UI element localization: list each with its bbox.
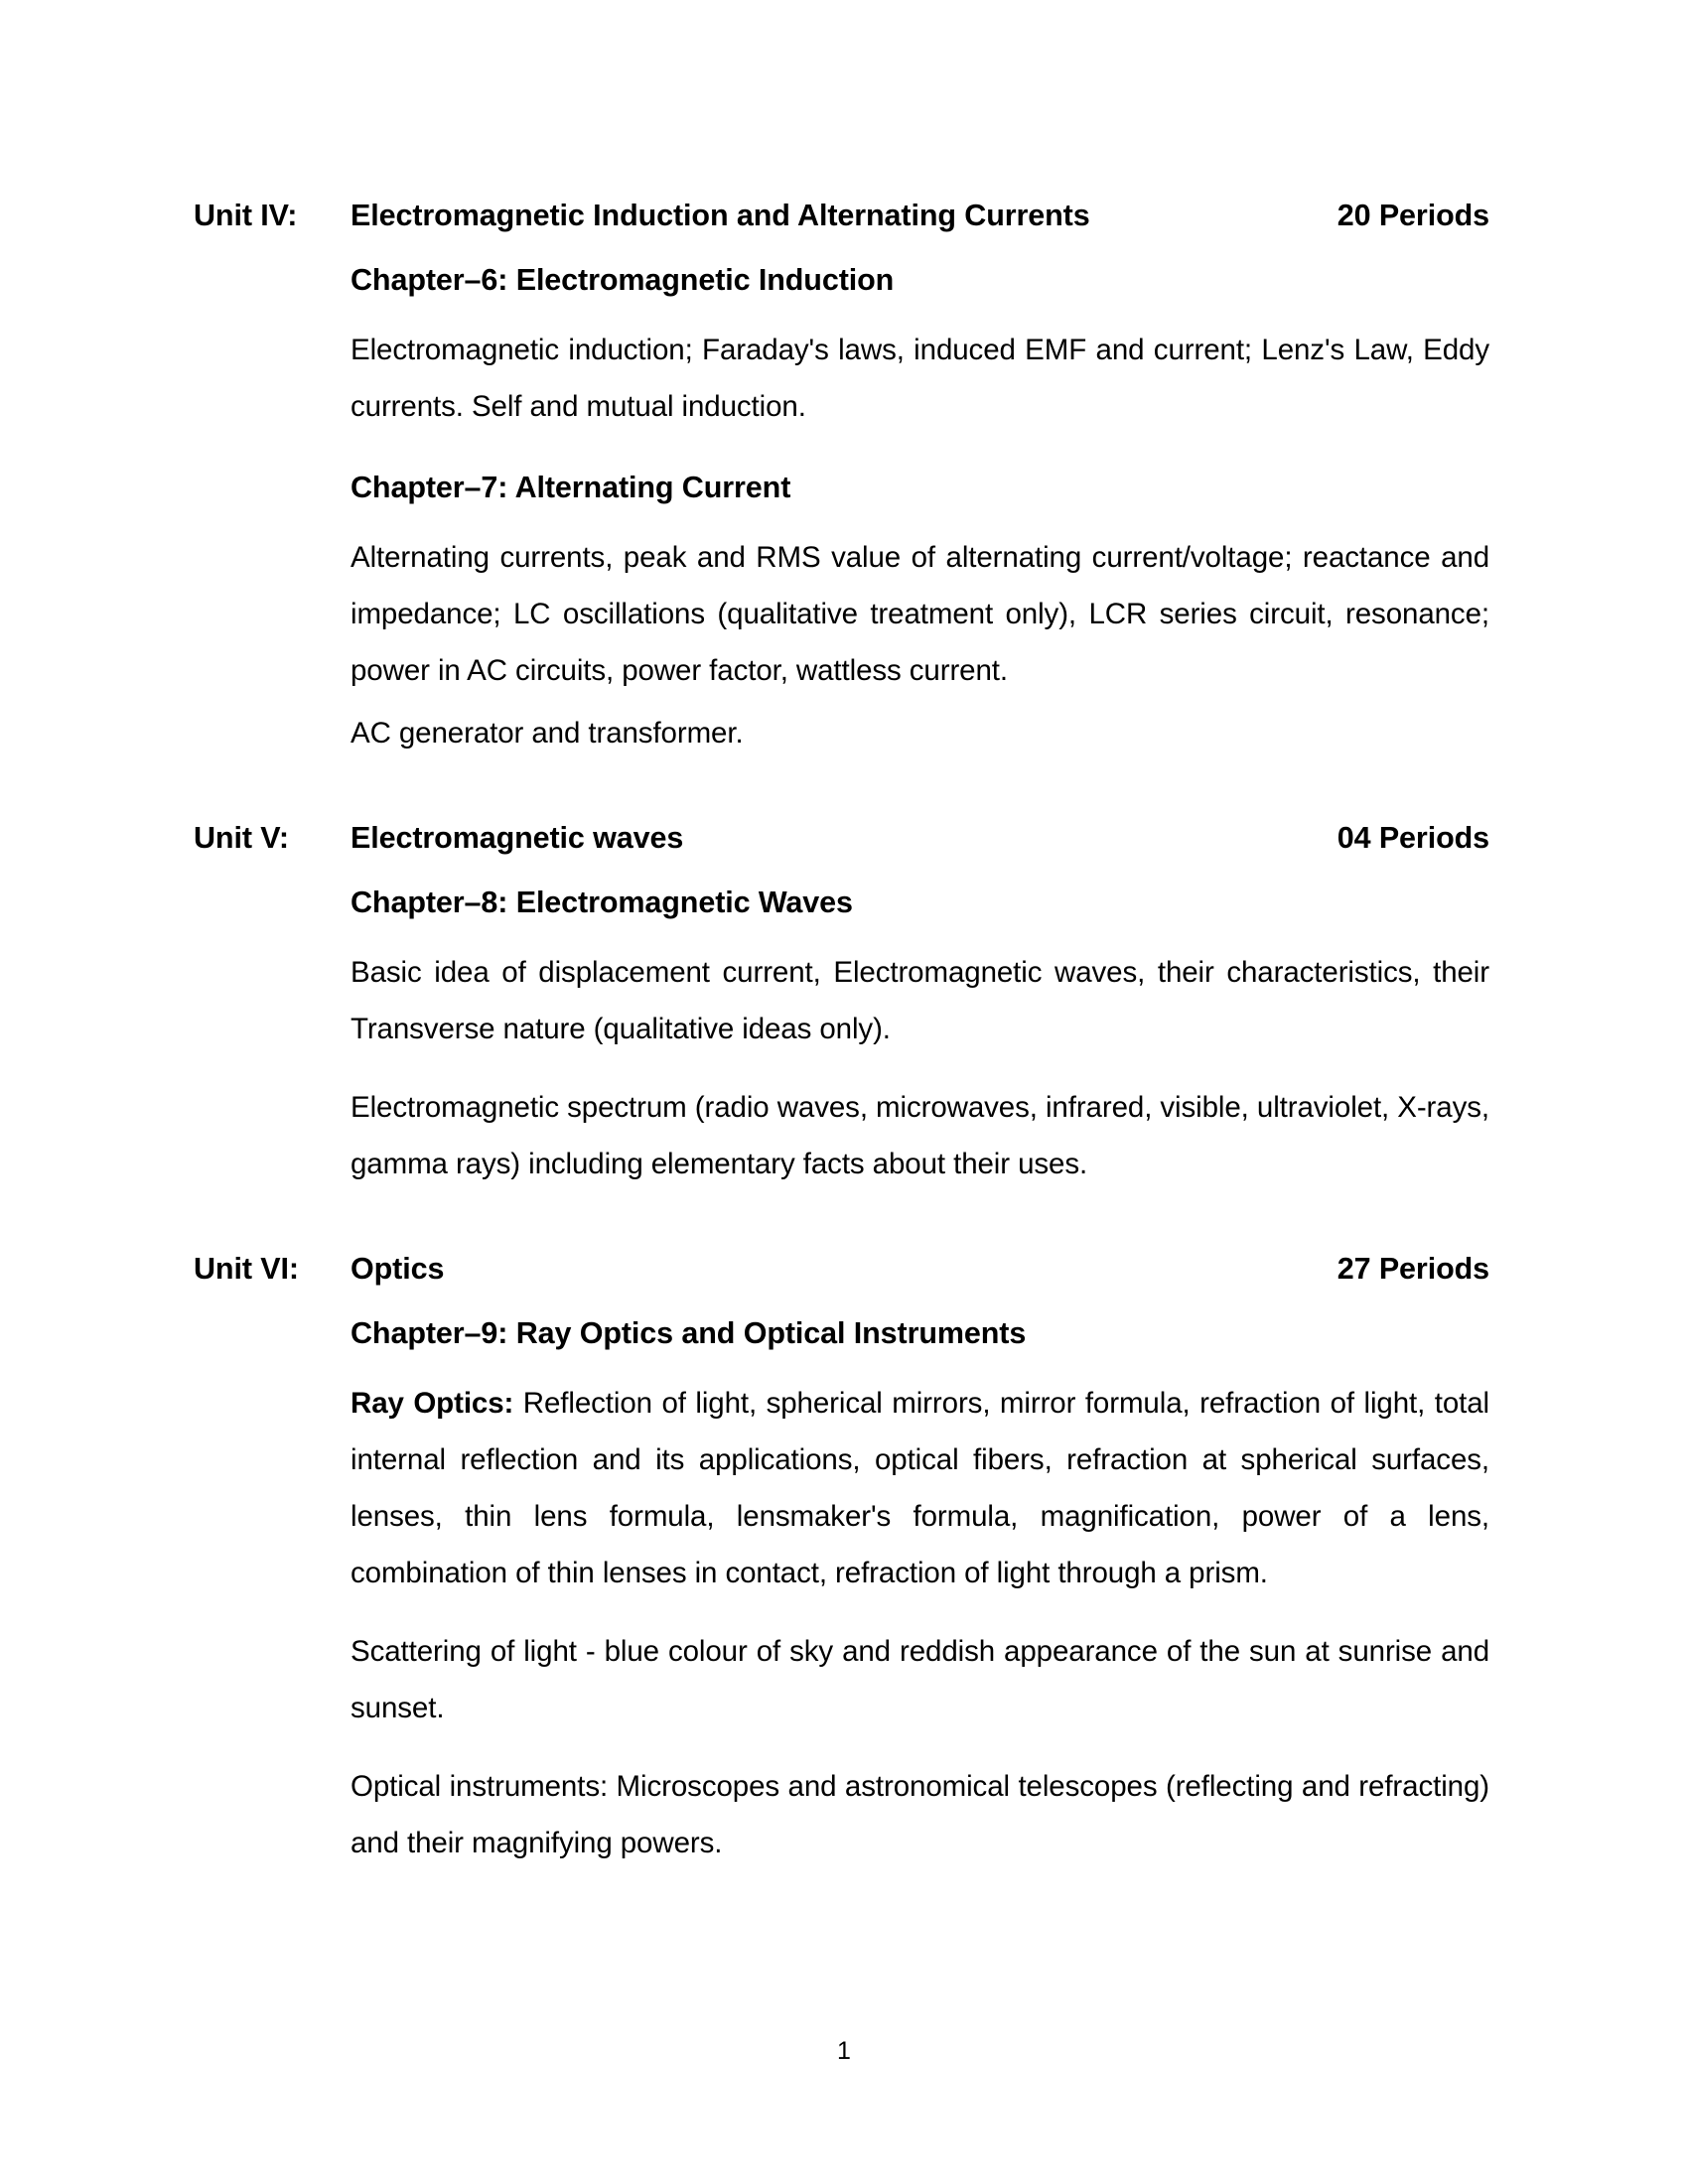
chapter-heading: Chapter–6: Electromagnetic Induction xyxy=(351,263,895,297)
chapter-paragraph: Electromagnetic induction; Faraday's laws, induced EMF and current; Lenz's Law, Eddy currents. Self and mutual induction. xyxy=(351,334,1489,423)
chapter-heading: Chapter–9: Ray Optics and Optical Instruments xyxy=(351,1316,1027,1350)
chapter-paragraph: AC generator and transformer. xyxy=(351,717,744,750)
chapter-paragraph: Alternating currents, peak and RMS value of alternating current/voltage; reactance and impedance; LC oscillations (qualitative treatment only), LCR series circuit, resonance; power in AC circuits, power factor, wattless current. xyxy=(351,541,1489,687)
unit-label: Unit IV: xyxy=(194,199,298,232)
unit-periods: 27 Periods xyxy=(1336,1252,1489,1286)
page-number: 1 xyxy=(837,2037,851,2065)
unit-heading-row xyxy=(194,821,1489,856)
ray-optics-text: Reflection of light, spherical mirrors, mirror formula, refraction of light, total internal reflection and its applications, optical fibers, refraction at spherical surfaces, lenses, thin lens formula, lensmaker's formula, magnification, power of a lens, combination of thin lenses in contact, refraction of light through a prism. xyxy=(351,1387,1489,1589)
chapter-paragraph-ray-optics xyxy=(351,1375,1489,1601)
ray-optics-lead-in: Ray Optics: xyxy=(351,1387,514,1420)
unit-title: Electromagnetic waves xyxy=(351,821,684,855)
chapter-heading: Chapter–7: Alternating Current xyxy=(351,471,791,504)
syllabus-content xyxy=(194,199,1489,1871)
unit-body xyxy=(351,263,1489,761)
chapter-paragraph: Optical instruments: Microscopes and astronomical telescopes (reflecting and refracting) and their magnifying powers. xyxy=(351,1770,1489,1859)
unit-body xyxy=(351,886,1489,1192)
unit-title: Electromagnetic Induction and Alternating Currents xyxy=(351,199,1090,232)
unit-heading-row xyxy=(194,199,1489,233)
chapter-paragraph: Electromagnetic spectrum (radio waves, microwaves, infrared, visible, ultraviolet, X-rays, gamma rays) including elementary facts about their uses. xyxy=(351,1091,1489,1180)
chapter-heading: Chapter–8: Electromagnetic Waves xyxy=(351,886,853,919)
unit-heading-row xyxy=(194,1252,1489,1287)
unit-label: Unit V: xyxy=(194,821,289,855)
unit-body xyxy=(351,1316,1489,1871)
unit-label: Unit VI: xyxy=(194,1252,299,1286)
chapter-paragraph: Basic idea of displacement current, Electromagnetic waves, their characteristics, their Transverse nature (qualitative ideas only). xyxy=(351,956,1489,1045)
unit-periods: 04 Periods xyxy=(1336,821,1489,855)
chapter-paragraph: Scattering of light - blue colour of sky and reddish appearance of the sun at sunrise and sunset. xyxy=(351,1635,1489,1724)
unit-periods: 20 Periods xyxy=(1336,199,1489,232)
unit-title: Optics xyxy=(351,1252,445,1286)
